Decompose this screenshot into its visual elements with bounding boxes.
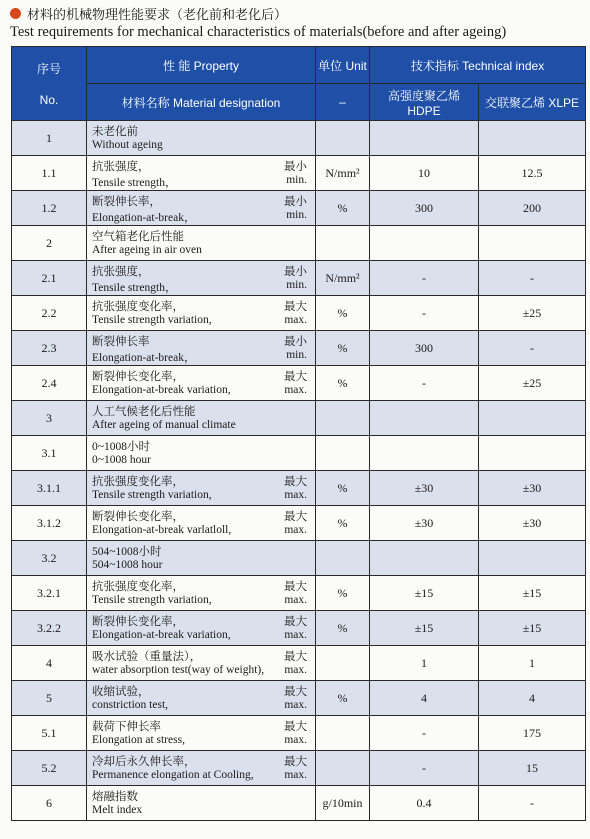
qualifier-en: max.	[284, 629, 307, 641]
table-row	[12, 786, 586, 821]
title-cn: 材料的机械物理性能要求（老化前和老化后）	[27, 7, 288, 23]
table-body	[12, 121, 586, 821]
property-en: constriction test,	[92, 699, 169, 711]
row-hdpe-value: ±30	[370, 506, 479, 541]
row-xlpe-value: -	[479, 786, 586, 821]
row-xlpe-value	[479, 541, 586, 576]
table-row	[12, 576, 586, 611]
row-unit: N/mm²	[316, 261, 370, 296]
row-number: 3.1.2	[12, 506, 87, 541]
table-row	[12, 331, 586, 366]
qualifier-cn: 最小	[284, 266, 307, 278]
row-unit	[316, 226, 370, 261]
table-row	[12, 541, 586, 576]
property-cn: 断裂伸长变化率，	[92, 511, 184, 523]
property-cn: 断裂伸长变化率，	[92, 371, 184, 383]
page-header	[10, 4, 585, 41]
table-row	[12, 506, 586, 541]
property-cn: 空气箱老化后性能	[92, 231, 184, 243]
property-cn: 吸水试验（重量法），	[92, 651, 202, 663]
property-en: Elongation-at-break variation,	[92, 384, 231, 396]
row-unit	[316, 121, 370, 156]
row-property	[87, 646, 316, 681]
table-row	[12, 401, 586, 436]
row-hdpe-value: 1	[370, 646, 479, 681]
row-unit	[316, 436, 370, 471]
table-row	[12, 751, 586, 786]
property-en: Tensile strength variation,	[92, 489, 212, 501]
row-number: 3.1	[12, 436, 87, 471]
row-xlpe-value: 1	[479, 646, 586, 681]
row-unit: %	[316, 331, 370, 366]
table-row	[12, 121, 586, 156]
row-number: 6	[12, 786, 87, 821]
row-property	[87, 471, 316, 506]
row-xlpe-value	[479, 436, 586, 471]
qualifier-en: max.	[284, 769, 307, 781]
row-property	[87, 121, 316, 156]
row-xlpe-value: 175	[479, 716, 586, 751]
row-number: 4	[12, 646, 87, 681]
qualifier-en: max.	[284, 594, 307, 606]
row-hdpe-value: -	[370, 261, 479, 296]
row-number: 2.3	[12, 331, 87, 366]
property-cn: 抗张强度，	[92, 161, 150, 173]
row-hdpe-value: -	[370, 751, 479, 786]
property-cn: 0~1008小时	[92, 441, 150, 453]
property-en: Tensile strength variation,	[92, 314, 212, 326]
row-unit: g/10min	[316, 786, 370, 821]
row-xlpe-value: ±30	[479, 471, 586, 506]
row-number: 5	[12, 681, 87, 716]
row-unit: %	[316, 191, 370, 226]
header-no	[12, 47, 87, 121]
row-number: 2.1	[12, 261, 87, 296]
row-property	[87, 156, 316, 191]
row-hdpe-value: -	[370, 716, 479, 751]
qualifier-cn: 最小	[284, 161, 307, 173]
row-unit: %	[316, 576, 370, 611]
property-cn: 断裂伸长率	[92, 336, 150, 348]
property-cn: 未老化前	[92, 126, 138, 138]
property-cn: 人工气候老化后性能	[92, 406, 196, 418]
qualifier-cn: 最小	[284, 336, 307, 348]
property-en: Tensile strength variation,	[92, 594, 212, 606]
row-hdpe-value: 300	[370, 191, 479, 226]
row-number: 3.1.1	[12, 471, 87, 506]
table-row	[12, 681, 586, 716]
qualifier-en: max.	[284, 384, 307, 396]
table-row	[12, 156, 586, 191]
property-en: 0~1008 hour	[92, 454, 151, 466]
property-cn: 断裂伸长率，	[92, 196, 161, 208]
row-property	[87, 506, 316, 541]
row-xlpe-value: 12.5	[479, 156, 586, 191]
row-unit	[316, 646, 370, 681]
row-hdpe-value: 10	[370, 156, 479, 191]
property-en: Elongation-at-break，	[92, 352, 196, 364]
table-row	[12, 471, 586, 506]
header-unit-dash: –	[316, 84, 370, 121]
qualifier-cn: 最大	[284, 756, 307, 768]
qualifier-en: max.	[284, 489, 307, 501]
title-en: Test requirements for mechanical characteristics of materials(before and after ageing)	[10, 24, 507, 40]
row-number: 2.4	[12, 366, 87, 401]
row-number: 3.2.1	[12, 576, 87, 611]
qualifier-en: min.	[286, 209, 307, 221]
property-cn: 断裂伸长变化率，	[92, 616, 184, 628]
row-property	[87, 331, 316, 366]
qualifier-cn: 最大	[284, 511, 307, 523]
row-property	[87, 681, 316, 716]
row-property	[87, 401, 316, 436]
row-xlpe-value: 4	[479, 681, 586, 716]
property-en: After ageing of manual climate	[92, 419, 236, 431]
row-xlpe-value: ±15	[479, 576, 586, 611]
qualifier-cn: 最大	[284, 371, 307, 383]
row-hdpe-value: ±30	[370, 471, 479, 506]
qualifier-cn: 最大	[284, 721, 307, 733]
row-unit: %	[316, 681, 370, 716]
row-hdpe-value: 4	[370, 681, 479, 716]
row-unit	[316, 401, 370, 436]
qualifier-en: max.	[284, 699, 307, 711]
property-cn: 抗张强度变化率，	[92, 581, 184, 593]
property-cn: 载荷下伸长率	[92, 721, 161, 733]
row-xlpe-value: ±25	[479, 296, 586, 331]
row-unit	[316, 541, 370, 576]
row-property	[87, 611, 316, 646]
table-row	[12, 366, 586, 401]
qualifier-en: min.	[286, 174, 307, 186]
row-number: 1.2	[12, 191, 87, 226]
row-unit: %	[316, 471, 370, 506]
row-xlpe-value: 200	[479, 191, 586, 226]
header-xlpe: 交联聚乙烯 XLPE	[479, 84, 586, 121]
header-material: 材料名称 Material designation	[87, 84, 316, 121]
row-xlpe-value: 15	[479, 751, 586, 786]
row-number: 5.2	[12, 751, 87, 786]
header-property: 性 能 Property	[87, 47, 316, 84]
property-en: Melt index	[92, 804, 143, 816]
row-unit	[316, 751, 370, 786]
property-en: Tensile strength，	[92, 282, 177, 294]
row-xlpe-value: -	[479, 261, 586, 296]
property-cn: 收缩试验，	[92, 686, 150, 698]
table-row	[12, 646, 586, 681]
row-hdpe-value	[370, 436, 479, 471]
property-cn: 抗张强度变化率，	[92, 301, 184, 313]
row-number: 2	[12, 226, 87, 261]
row-xlpe-value	[479, 226, 586, 261]
property-en: Elongation-at-break variation,	[92, 629, 231, 641]
header-hdpe: 高强度聚乙烯 HDPE	[370, 84, 479, 121]
property-en: Elongation-at-break，	[92, 212, 196, 224]
property-en: water absorption test(way of weight),	[92, 664, 265, 676]
qualifier-en: max.	[284, 664, 307, 676]
row-property	[87, 366, 316, 401]
row-hdpe-value	[370, 541, 479, 576]
property-en: 504~1008 hour	[92, 559, 163, 571]
row-number: 1	[12, 121, 87, 156]
row-hdpe-value: -	[370, 296, 479, 331]
qualifier-en: min.	[286, 349, 307, 361]
row-unit: %	[316, 366, 370, 401]
property-cn: 抗张强度变化率，	[92, 476, 184, 488]
row-xlpe-value	[479, 121, 586, 156]
qualifier-cn: 最大	[284, 476, 307, 488]
row-property	[87, 576, 316, 611]
property-cn: 抗张强度，	[92, 266, 150, 278]
qualifier-cn: 最大	[284, 651, 307, 663]
row-property	[87, 226, 316, 261]
table-row	[12, 191, 586, 226]
property-cn: 冷却后永久伸长率，	[92, 756, 196, 768]
qualifier-cn: 最小	[284, 196, 307, 208]
row-property	[87, 541, 316, 576]
table-row	[12, 261, 586, 296]
row-xlpe-value: -	[479, 331, 586, 366]
row-unit: %	[316, 506, 370, 541]
table-row	[12, 226, 586, 261]
row-hdpe-value: ±15	[370, 576, 479, 611]
qualifier-cn: 最大	[284, 616, 307, 628]
row-hdpe-value	[370, 226, 479, 261]
row-property	[87, 716, 316, 751]
row-unit: %	[316, 611, 370, 646]
property-en: After ageing in air oven	[92, 244, 202, 256]
qualifier-en: max.	[284, 734, 307, 746]
row-property	[87, 436, 316, 471]
row-hdpe-value	[370, 121, 479, 156]
qualifier-cn: 最大	[284, 301, 307, 313]
row-unit: N/mm²	[316, 156, 370, 191]
title-cn-line	[10, 4, 585, 22]
row-xlpe-value	[479, 401, 586, 436]
row-xlpe-value: ±30	[479, 506, 586, 541]
property-cn: 504~1008小时	[92, 546, 162, 558]
header-unit: 单位 Unit	[316, 47, 370, 84]
row-hdpe-value: 0.4	[370, 786, 479, 821]
row-property	[87, 191, 316, 226]
requirements-table	[11, 46, 586, 821]
row-hdpe-value	[370, 401, 479, 436]
property-cn: 熔融指数	[92, 791, 138, 803]
row-number: 3.2	[12, 541, 87, 576]
row-xlpe-value: ±25	[479, 366, 586, 401]
row-unit: %	[316, 296, 370, 331]
row-number: 2.2	[12, 296, 87, 331]
header-no-en: No.	[39, 93, 59, 107]
qualifier-en: max.	[284, 524, 307, 536]
qualifier-cn: 最大	[284, 686, 307, 698]
row-number: 5.1	[12, 716, 87, 751]
row-xlpe-value: ±15	[479, 611, 586, 646]
row-unit	[316, 716, 370, 751]
header-no-cn: 序号	[36, 62, 61, 76]
qualifier-en: min.	[286, 279, 307, 291]
qualifier-cn: 最大	[284, 581, 307, 593]
table-row	[12, 296, 586, 331]
row-property	[87, 261, 316, 296]
row-property	[87, 751, 316, 786]
row-hdpe-value: 300	[370, 331, 479, 366]
qualifier-en: max.	[284, 314, 307, 326]
property-en: Elongation at stress,	[92, 734, 185, 746]
row-property	[87, 296, 316, 331]
header-index: 技术指标 Technical index	[370, 47, 586, 84]
property-en: Without ageing	[92, 139, 163, 151]
row-property	[87, 786, 316, 821]
table-row	[12, 611, 586, 646]
row-number: 1.1	[12, 156, 87, 191]
row-hdpe-value: -	[370, 366, 479, 401]
property-en: Elongation-at-break varlatloll,	[92, 524, 232, 536]
table-row	[12, 436, 586, 471]
row-number: 3	[12, 401, 87, 436]
bullet-dot-icon	[10, 8, 21, 19]
property-en: Tensile strength，	[92, 177, 177, 189]
property-en: Permanence elongation at Cooling,	[92, 769, 254, 781]
row-number: 3.2.2	[12, 611, 87, 646]
row-hdpe-value: ±15	[370, 611, 479, 646]
table-row	[12, 716, 586, 751]
